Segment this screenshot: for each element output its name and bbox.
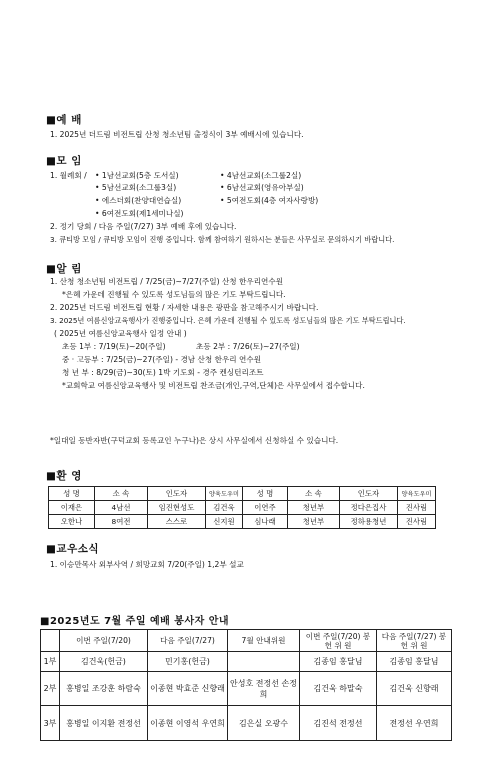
welcome-cell: 8여전 bbox=[95, 515, 148, 529]
servers-header-cell: 이번 주일(7/20) 봉 헌 위 원 bbox=[300, 630, 377, 652]
meeting-col2-item: • 6남선교회(영유아부실) bbox=[220, 183, 304, 192]
meeting-line-3: 3. 큐티방 모임 / 큐티방 모임이 진행 중입니다. 함께 참여하기 원하시는 분들은 사무실로 문의하시기 바랍니다. bbox=[50, 235, 395, 244]
welcome-row bbox=[49, 501, 436, 515]
servers-cell: 김건욱 하말숙 bbox=[300, 672, 377, 706]
servers-cell: 홍병일 이지환 전정선 bbox=[60, 706, 148, 741]
meeting-monthly-label: 1. 월례회 / bbox=[50, 171, 87, 180]
servers-row bbox=[41, 706, 452, 741]
welcome-table bbox=[48, 486, 436, 529]
welcome-cell: 진사림 bbox=[398, 501, 436, 515]
servers-table bbox=[40, 629, 452, 741]
welcome-cell: 임진현성도 bbox=[148, 501, 206, 515]
notice-section-title: ■알 림 bbox=[46, 263, 82, 275]
servers-cell: 김건욱(헌금) bbox=[60, 652, 148, 672]
servers-cell: 2부 bbox=[41, 672, 60, 706]
welcome-header-cell: 소 속 bbox=[288, 487, 340, 501]
welcome-cell: 청년부 bbox=[288, 515, 340, 529]
servers-cell: 이종현 이영석 우연희 bbox=[148, 706, 228, 741]
servers-cell: 민기홍(헌금) bbox=[148, 652, 228, 672]
welcome-section-title: ■환 영 bbox=[46, 470, 82, 482]
welcome-header-cell: 양육도우미 bbox=[206, 487, 243, 501]
servers-cell: 김종임 홍달님 bbox=[300, 652, 377, 672]
servers-cell: 전정선 우연희 bbox=[377, 706, 452, 741]
welcome-header-cell: 성 명 bbox=[49, 487, 95, 501]
servers-cell: 김종임 홍달님 bbox=[377, 652, 452, 672]
welcome-cell: 신지원 bbox=[206, 515, 243, 529]
welcome-row bbox=[49, 515, 436, 529]
welcome-cell: 심나래 bbox=[243, 515, 288, 529]
welcome-cell: 오한나 bbox=[49, 515, 95, 529]
meeting-line-2: 2. 정기 당회 / 다음 주일(7/27) 3부 예배 후에 있습니다. bbox=[50, 222, 237, 231]
notice-schedule-title: ( 2025년 여름신앙교육행사 일정 안내 ) bbox=[54, 329, 187, 338]
welcome-cell: 이연주 bbox=[243, 501, 288, 515]
welcome-header-cell: 인도자 bbox=[340, 487, 398, 501]
servers-header-cell: 다음 주일(7/27) 봉 헌 위 원 bbox=[377, 630, 452, 652]
servers-header-row bbox=[41, 630, 452, 652]
meeting-col2-item: • 4남선교회(소그룹2실) bbox=[220, 171, 302, 180]
servers-row bbox=[41, 652, 452, 672]
meeting-col1-item: • 6여전도회(제1세미나실) bbox=[95, 209, 184, 218]
servers-row bbox=[41, 672, 452, 706]
servers-cell: 홍병일 조강훈 하람숙 bbox=[60, 672, 148, 706]
servers-header-cell: 7월 안내위원 bbox=[228, 630, 300, 652]
meeting-section-title: ■모 임 bbox=[46, 155, 82, 167]
notice-schedule-youth: 청 년 부 : 8/29(금)~30(토) 1박 기도회 - 경주 켄싱턴리조트 bbox=[62, 368, 264, 377]
meeting-col2-item: • 5여전도회(4층 여자사랑방) bbox=[220, 196, 319, 205]
servers-cell: 김은실 오광수 bbox=[228, 706, 300, 741]
worship-line-1: 1. 2025년 더드림 비전트립 산청 청소년팀 출정식이 3부 예배시에 있습니다. bbox=[50, 130, 304, 139]
member-news-line-1: 1. 이승만목사 외부사역 / 희망교회 7/20(주일) 1,2부 설교 bbox=[50, 560, 244, 569]
servers-header-cell bbox=[41, 630, 60, 652]
welcome-cell: 이재은 bbox=[49, 501, 95, 515]
worship-section-title: ■예 배 bbox=[46, 114, 82, 126]
notice-one-to-one-note: *일대일 동반자반(구덕교회 등록교인 누구나)은 상시 사무실에서 신청하실 수 있습니다. bbox=[50, 436, 339, 445]
welcome-header-cell: 소 속 bbox=[95, 487, 148, 501]
welcome-header-row bbox=[49, 487, 436, 501]
servers-cell: 3부 bbox=[41, 706, 60, 741]
welcome-cell: 4남선 bbox=[95, 501, 148, 515]
welcome-cell: 청년부 bbox=[288, 501, 340, 515]
servers-cell: 김건욱 신향래 bbox=[377, 672, 452, 706]
meeting-col1-item: • 에스더회(찬양대연습실) bbox=[95, 196, 182, 205]
servers-header-cell: 이번 주일(7/20) bbox=[60, 630, 148, 652]
servers-cell: 1부 bbox=[41, 652, 60, 672]
servers-cell: 안성호 전정선 손정희 bbox=[228, 672, 300, 706]
welcome-cell: 정하용청년 bbox=[340, 515, 398, 529]
meeting-col1-item: • 5남선교회(소그룹3실) bbox=[95, 183, 177, 192]
member-news-section-title: ■교우소식 bbox=[46, 543, 99, 555]
welcome-cell: 스스로 bbox=[148, 515, 206, 529]
notice-schedule-elem2: 초등 2부 : 7/26(토)~27(주일) bbox=[196, 342, 300, 351]
notice-line-2: 2. 2025년 더드림 비전트립 현황 / 자세한 내용은 광판을 참고해주시기 바랍니다. bbox=[50, 303, 319, 312]
welcome-header-cell: 성 명 bbox=[243, 487, 288, 501]
welcome-header-cell: 양육도우미 bbox=[398, 487, 436, 501]
welcome-cell: 정다은집사 bbox=[340, 501, 398, 515]
meeting-col1-item: • 1남선교회(5층 도서실) bbox=[95, 171, 179, 180]
notice-line-1b: *은혜 가운데 진행될 수 있도록 성도님들의 많은 기도 부탁드립니다. bbox=[62, 290, 286, 299]
servers-header-cell: 다음 주일(7/27) bbox=[148, 630, 228, 652]
notice-schedule-middle-high: 중 · 고등부 : 7/25(금)~27(주일) - 경남 산청 한우리 연수원 bbox=[62, 355, 262, 364]
welcome-cell: 진사림 bbox=[398, 515, 436, 529]
welcome-header-cell: 인도자 bbox=[148, 487, 206, 501]
welcome-cell: 김건욱 bbox=[206, 501, 243, 515]
notice-donation-note: *교회학교 여름신앙교육행사 및 비전트립 찬조금(개인,구역,단체)은 사무실에서 접수합니다. bbox=[62, 381, 365, 390]
notice-line-1: 1. 산청 청소년팀 비전트립 / 7/25(금)~7/27(주일) 산청 한우리연수원 bbox=[50, 277, 284, 286]
notice-line-3: 3. 2025년 여름신앙교육행사가 진행중입니다. 은혜 가운데 진행될 수 있도록 성도님들의 많은 기도 부탁드립니다. bbox=[50, 316, 406, 325]
servers-cell: 김진석 전정선 bbox=[300, 706, 377, 741]
notice-schedule-elem1: 초등 1부 : 7/19(토)~20(주일) bbox=[62, 342, 166, 351]
servers-cell bbox=[228, 652, 300, 672]
servers-section-title: ■2025년도 7월 주일 예배 봉사자 안내 bbox=[40, 616, 230, 627]
servers-cell: 이종현 박효준 신향래 bbox=[148, 672, 228, 706]
